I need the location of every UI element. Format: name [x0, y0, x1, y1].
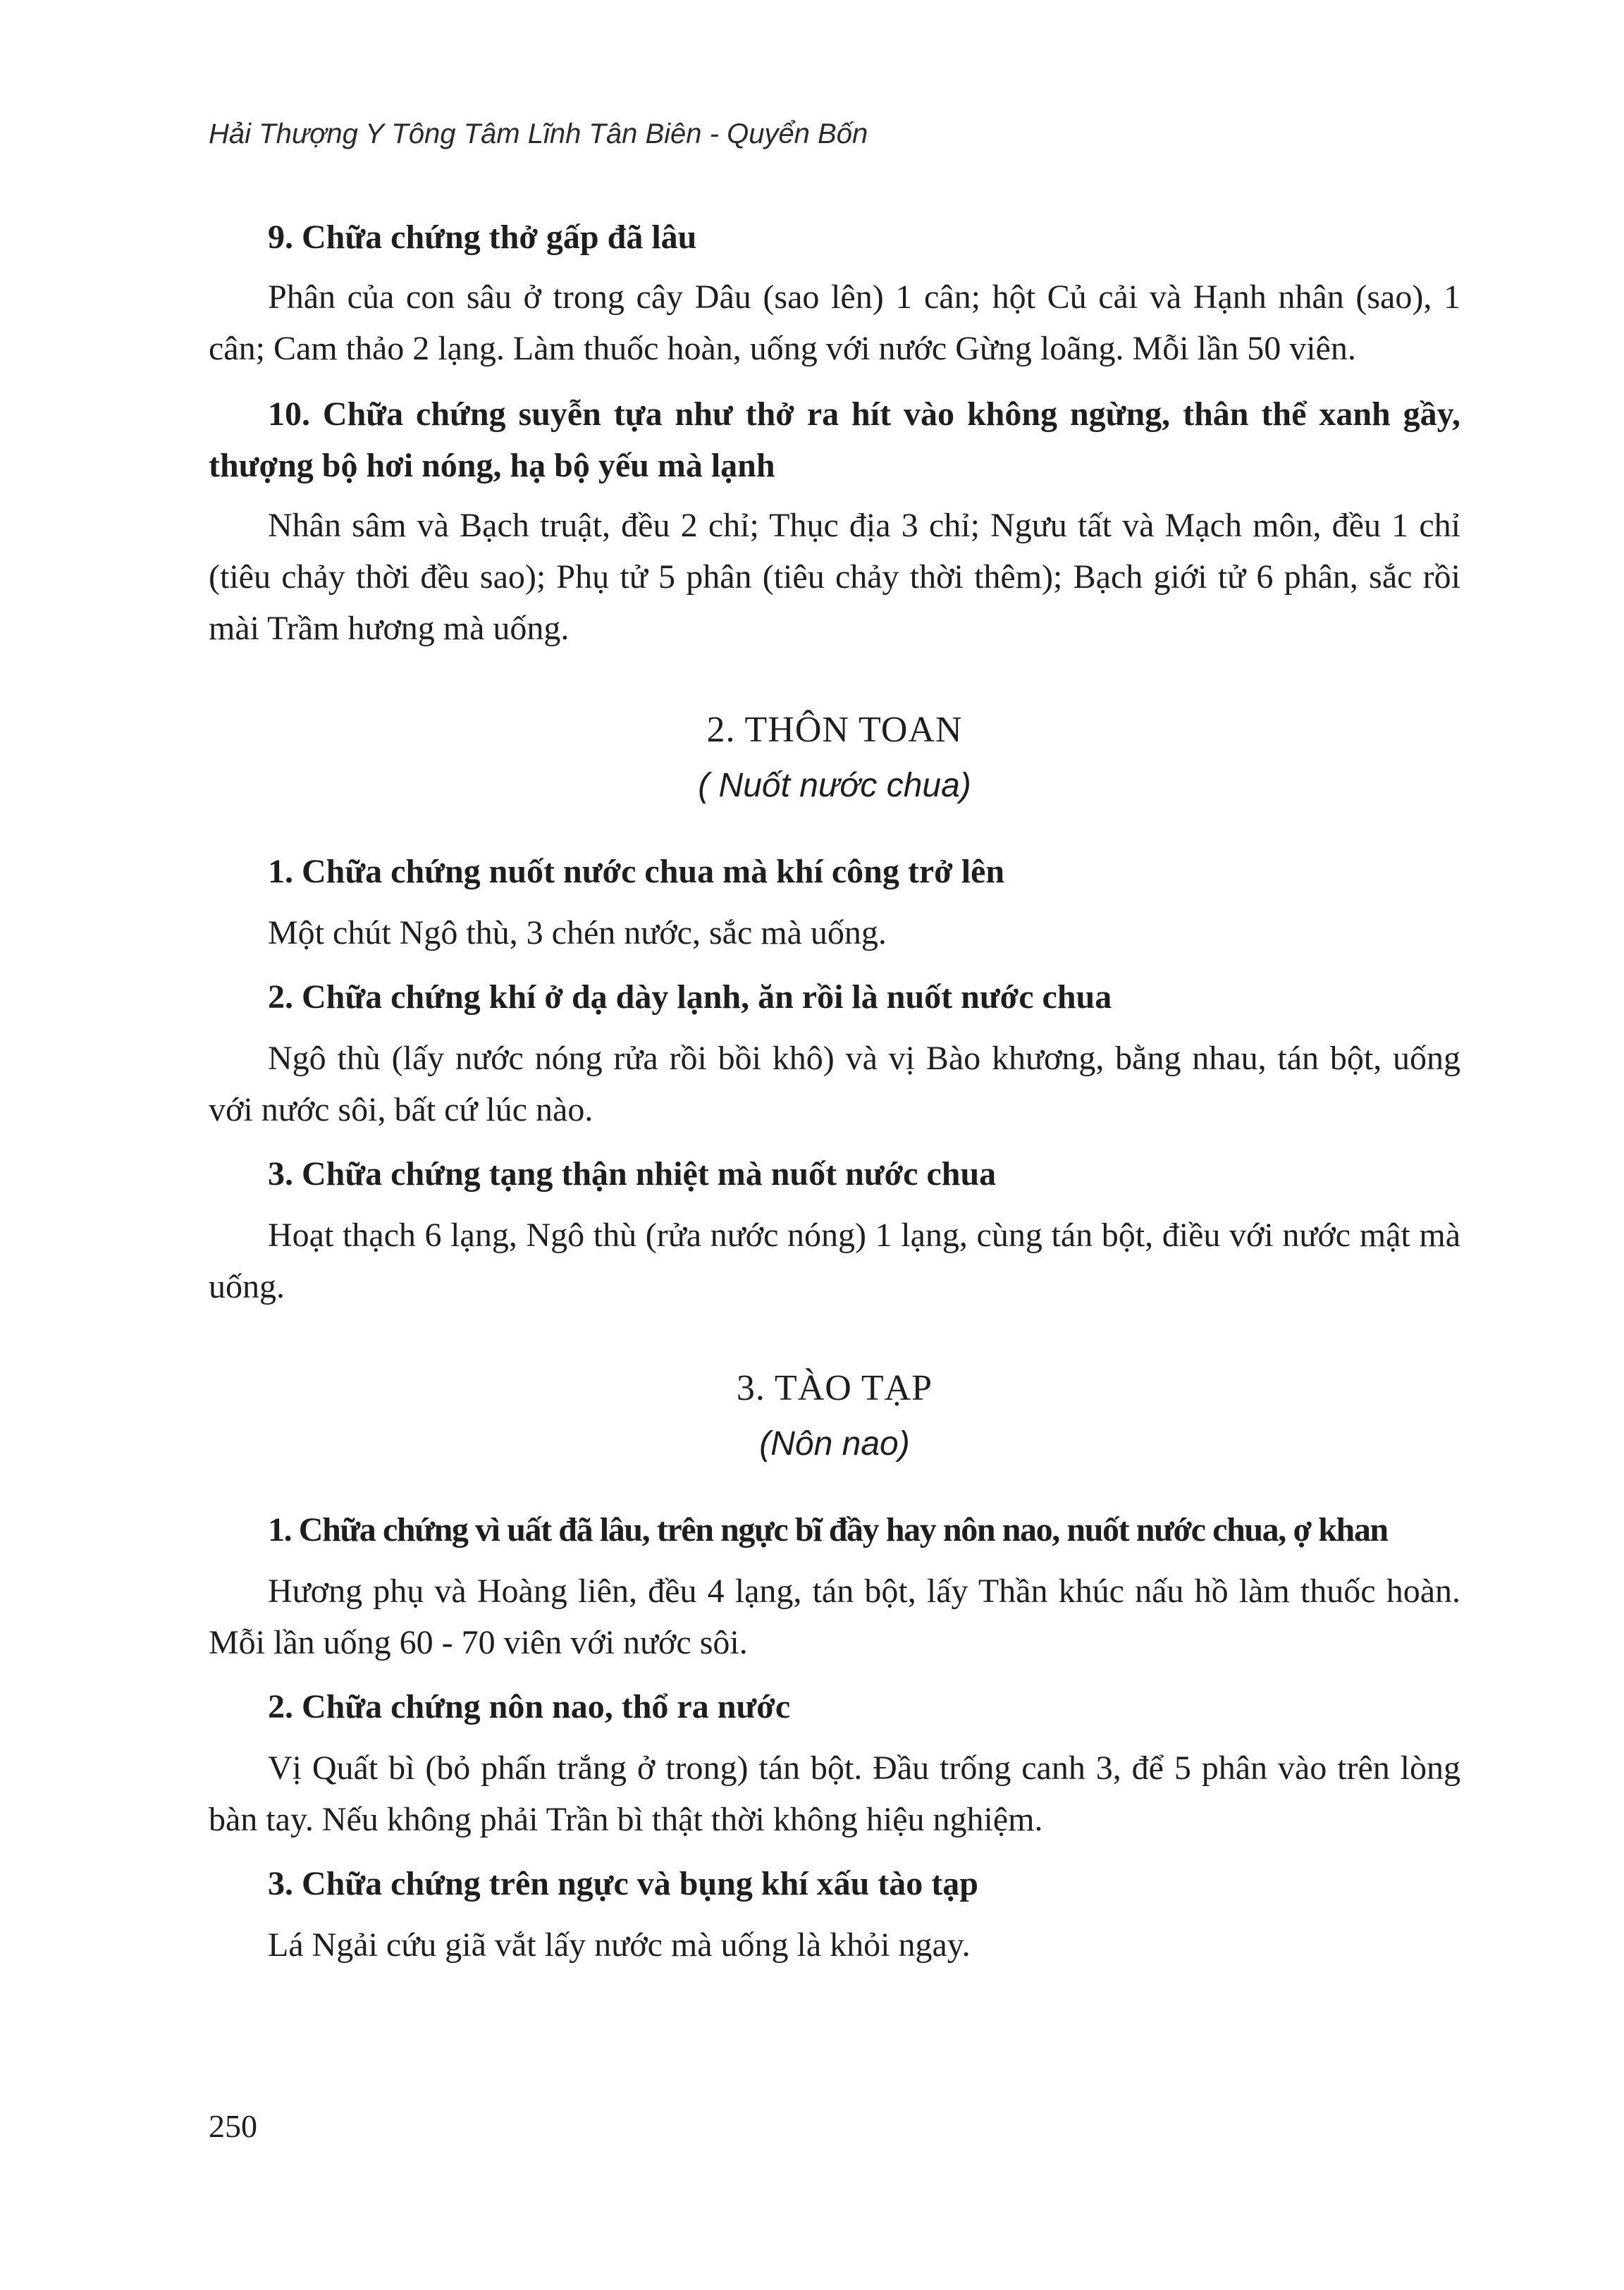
entry-heading: 1. Chữa chứng vì uất đã lâu, trên ngực bĩ đầy hay nôn nao, nuốt nước chua, ợ khan	[268, 1511, 1388, 1549]
section-subtitle: ( Nuốt nước chua)	[698, 767, 971, 804]
entry-text: Lá Ngải cứu giã vắt lấy nước mà uống là khỏi ngay.	[268, 1926, 971, 1964]
entry-text: Phân của con sâu ở trong cây Dâu (sao lên) 1 cân; hột Củ cải và Hạnh nhân (sao), 1 cân; Cam thảo 2 lạng. Làm thuốc hoàn, uống với nước Gừng loãng. Mỗi lần 50 viên.	[209, 278, 1460, 367]
entry-text: Nhân sâm và Bạch truật, đều 2 chỉ; Thục địa 3 chỉ; Ngưu tất và Mạch môn, đều 1 chỉ (tiêu chảy thời đều sao); Phụ tử 5 phân (tiêu chảy thời thêm); Bạch giới tử 6 phân, sắc rồi mài Trầm hương mà uống.	[209, 507, 1460, 647]
page-content	[209, 211, 1460, 1971]
section-subtitle: (Nôn nao)	[759, 1425, 910, 1463]
entry-text: Vị Quất bì (bỏ phấn trắng ở trong) tán bột. Đầu trống canh 3, để 5 phân vào trên lòng bàn tay. Nếu không phải Trần bì thật thời không hiệu nghiệm.	[209, 1749, 1460, 1838]
section-title: 2. THÔN TOAN	[706, 710, 963, 750]
entry-text: Hương phụ và Hoàng liên, đều 4 lạng, tán bột, lấy Thần khúc nấu hồ làm thuốc hoàn. Mỗi lần uống 60 - 70 viên với nước sôi.	[209, 1572, 1460, 1661]
entry-heading: 3. Chữa chứng tạng thận nhiệt mà nuốt nước chua	[268, 1155, 997, 1193]
running-header: Hải Thượng Y Tông Tâm Lĩnh Tân Biên - Quyển Bốn	[209, 118, 868, 149]
entry-heading: 1. Chữa chứng nuốt nước chua mà khí công trở lên	[268, 853, 1005, 890]
page-number: 250	[209, 2108, 257, 2144]
section-title: 3. TÀO TẠP	[736, 1368, 933, 1408]
entry-text: Ngô thù (lấy nước nóng rửa rồi bồi khô) và vị Bào khương, bằng nhau, tán bột, uống với nước sôi, bất cứ lúc nào.	[209, 1040, 1460, 1128]
entry-heading: 2. Chữa chứng khí ở dạ dày lạnh, ăn rồi là nuốt nước chua	[268, 978, 1112, 1016]
entry-heading: 10. Chữa chứng suyễn tựa như thở ra hít vào không ngừng, thân thể xanh gầy, thượng bộ hơi nóng, hạ bộ yếu mà lạnh	[209, 395, 1460, 484]
entry-heading: 3. Chữa chứng trên ngực và bụng khí xấu tào tạp	[268, 1865, 978, 1902]
entry-heading: 2. Chữa chứng nôn nao, thổ ra nước	[268, 1688, 791, 1725]
entry-text: Một chút Ngô thù, 3 chén nước, sắc mà uống.	[268, 914, 887, 952]
entry-heading: 9. Chữa chứng thở gấp đã lâu	[268, 218, 697, 256]
entry-text: Hoạt thạch 6 lạng, Ngô thù (rửa nước nóng) 1 lạng, cùng tán bột, điều với nước mật mà uống.	[209, 1217, 1460, 1305]
